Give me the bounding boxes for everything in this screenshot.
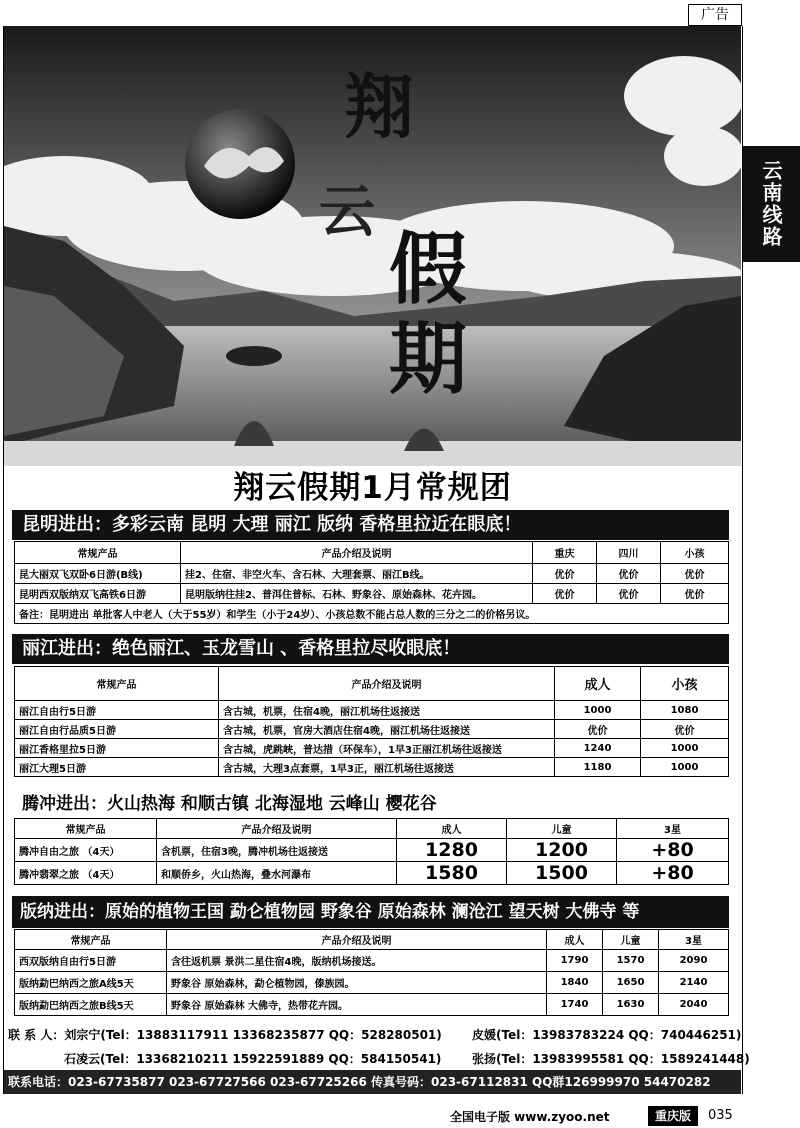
col-header: 小孩 [661, 542, 729, 564]
product-name: 昆大丽双飞双卧6日游(B线) [15, 564, 181, 584]
price-cell: 优价 [533, 584, 597, 604]
price-cell: 优价 [555, 720, 641, 739]
price-cell: 1000 [555, 701, 641, 720]
product-name: 丽江自由行品质5日游 [15, 720, 219, 739]
product-desc: 野象谷 原始森林，勐仑植物园，傣族园。 [167, 972, 547, 994]
col-header: 常规产品 [15, 667, 219, 701]
product-desc: 昆明版纳往挂2、普洱住普标、石林、野象谷、原始森林、花卉园。 [181, 584, 533, 604]
price-cell: 1200 [507, 839, 617, 862]
col-header: 儿童 [603, 930, 659, 950]
page-title: 翔云假期1月常规团 [233, 470, 512, 506]
price-cell: 1240 [555, 739, 641, 758]
price-cell: 2090 [659, 950, 729, 972]
col-header: 常规产品 [15, 930, 167, 950]
price-cell: 1570 [603, 950, 659, 972]
col-header: 儿童 [507, 819, 617, 839]
contact-line: 张扬(Tel：13983995581 QQ：1589241448) [472, 1052, 750, 1066]
table-row [15, 739, 729, 758]
price-cell: 优价 [641, 720, 729, 739]
logo-char-1: 翔 [344, 65, 414, 148]
product-name: 昆明西双版纳双飞高铁6日游 [15, 584, 181, 604]
table-row [15, 950, 729, 972]
product-name: 腾冲翡翠之旅 （4天） [15, 862, 157, 885]
contact-line: 联 系 人：刘宗宁(Tel：13883117911 13368235877 QQ：528280501) [8, 1028, 442, 1042]
col-header: 常规产品 [15, 819, 157, 839]
kunming-table [14, 541, 729, 624]
section-banna-title: 版纳进出：原始的植物王国 勐仑植物园 野象谷 原始森林 澜沧江 望天树 大佛寺 等 [12, 896, 729, 928]
product-desc: 含机票，住宿3晚，腾冲机场往返接送 [157, 839, 397, 862]
product-name: 丽江香格里拉5日游 [15, 739, 219, 758]
footer-site: 全国电子版 www.zyoo.net [450, 1110, 610, 1124]
lijiang-table [14, 666, 729, 777]
ad-tag: 广告 [688, 4, 742, 26]
product-desc: 含古城，虎跳峡，普达措（环保车），1早3正丽江机场往返接送 [219, 739, 555, 758]
price-cell: +80 [617, 862, 729, 885]
tengchong-table [14, 818, 729, 885]
price-cell: 1740 [547, 994, 603, 1016]
logo-char-4: 期 [389, 314, 468, 405]
table-row [15, 564, 729, 584]
product-name: 腾冲自由之旅 （4天） [15, 839, 157, 862]
price-cell: 优价 [661, 584, 729, 604]
product-desc: 挂2、住宿、非空火车、含石林、大理套票、丽江B线。 [181, 564, 533, 584]
price-cell: 优价 [661, 564, 729, 584]
price-cell: 1580 [397, 862, 507, 885]
col-header: 3星 [659, 930, 729, 950]
contact-line: 石凌云(Tel：13368210211 15922591889 QQ：584150541) [64, 1052, 442, 1066]
table-row [15, 839, 729, 862]
logo-char-2: 云 [319, 179, 375, 245]
product-name: 丽江大理5日游 [15, 758, 219, 777]
col-header: 成人 [555, 667, 641, 701]
product-desc: 和顺侨乡，火山热海，叠水河瀑布 [157, 862, 397, 885]
hero-banner [4, 26, 741, 466]
product-desc: 含古城，大理3点套票，1早3正，丽江机场往返接送 [219, 758, 555, 777]
price-cell: +80 [617, 839, 729, 862]
price-cell: 1650 [603, 972, 659, 994]
product-name: 版纳勐巴纳西之旅A线5天 [15, 972, 167, 994]
contact-phones-bar [4, 1070, 741, 1094]
product-name: 西双版纳自由行5日游 [15, 950, 167, 972]
table-row [15, 584, 729, 604]
price-cell: 1000 [641, 739, 729, 758]
price-cell: 优价 [597, 584, 661, 604]
product-desc: 野象谷 原始森林 大佛寺，热带花卉园。 [167, 994, 547, 1016]
table-row [15, 862, 729, 885]
col-header: 重庆 [533, 542, 597, 564]
price-cell: 1790 [547, 950, 603, 972]
section-kunming-title: 昆明进出：多彩云南 昆明 大理 丽江 版纳 香格里拉近在眼底！ [12, 510, 729, 540]
product-name: 丽江自由行5日游 [15, 701, 219, 720]
price-cell: 2140 [659, 972, 729, 994]
col-header: 常规产品 [15, 542, 181, 564]
logo-char-3: 假 [389, 224, 468, 315]
price-cell: 1080 [641, 701, 729, 720]
product-name: 版纳勐巴纳西之旅B线5天 [15, 994, 167, 1016]
price-cell: 1280 [397, 839, 507, 862]
price-cell: 优价 [533, 564, 597, 584]
price-cell: 2040 [659, 994, 729, 1016]
contact-phones: 联系电话：023-67735877 023-67727566 023-67725266 传真号码：023-67112831 QQ群126999970 54470282 [8, 1075, 711, 1089]
product-desc: 含往返机票 景洪二星住宿4晚，版纳机场接送。 [167, 950, 547, 972]
col-header: 3星 [617, 819, 729, 839]
table-row [15, 701, 729, 720]
price-cell: 1000 [641, 758, 729, 777]
section-lijiang-title: 丽江进出：绝色丽江、玉龙雪山 、香格里拉尽收眼底！ [12, 634, 729, 664]
product-desc: 含古城，机票，住宿4晚，丽江机场往返接送 [219, 701, 555, 720]
price-cell: 1500 [507, 862, 617, 885]
col-header: 产品介绍及说明 [157, 819, 397, 839]
col-header: 产品介绍及说明 [219, 667, 555, 701]
table-row [15, 994, 729, 1016]
footer-edition: 重庆版 [648, 1106, 698, 1126]
table-row [15, 720, 729, 739]
col-header: 产品介绍及说明 [167, 930, 547, 950]
banna-table [14, 929, 729, 1016]
col-header: 成人 [397, 819, 507, 839]
kunming-note: 备注：昆明进出 单批客人中老人（大于55岁）和学生（小于24岁）、小孩总数不能占总人数的三分之二的价格另议。 [15, 604, 729, 624]
price-cell: 1840 [547, 972, 603, 994]
page-number: 035 [708, 1108, 733, 1123]
col-header: 四川 [597, 542, 661, 564]
col-header: 小孩 [641, 667, 729, 701]
side-category-tab: 云南线路 [742, 146, 800, 262]
section-tengchong-title: 腾冲进出：火山热海 和顺古镇 北海湿地 云峰山 樱花谷 [12, 790, 729, 818]
price-cell: 优价 [597, 564, 661, 584]
table-row [15, 758, 729, 777]
col-header: 成人 [547, 930, 603, 950]
col-header: 产品介绍及说明 [181, 542, 533, 564]
price-cell: 1180 [555, 758, 641, 777]
table-row [15, 972, 729, 994]
contact-line: 皮媛(Tel：13983783224 QQ：740446251) [472, 1028, 742, 1042]
hero-landscape-image [4, 26, 741, 466]
price-cell: 1630 [603, 994, 659, 1016]
product-desc: 含古城，机票，官房大酒店住宿4晚，丽江机场往返接送 [219, 720, 555, 739]
